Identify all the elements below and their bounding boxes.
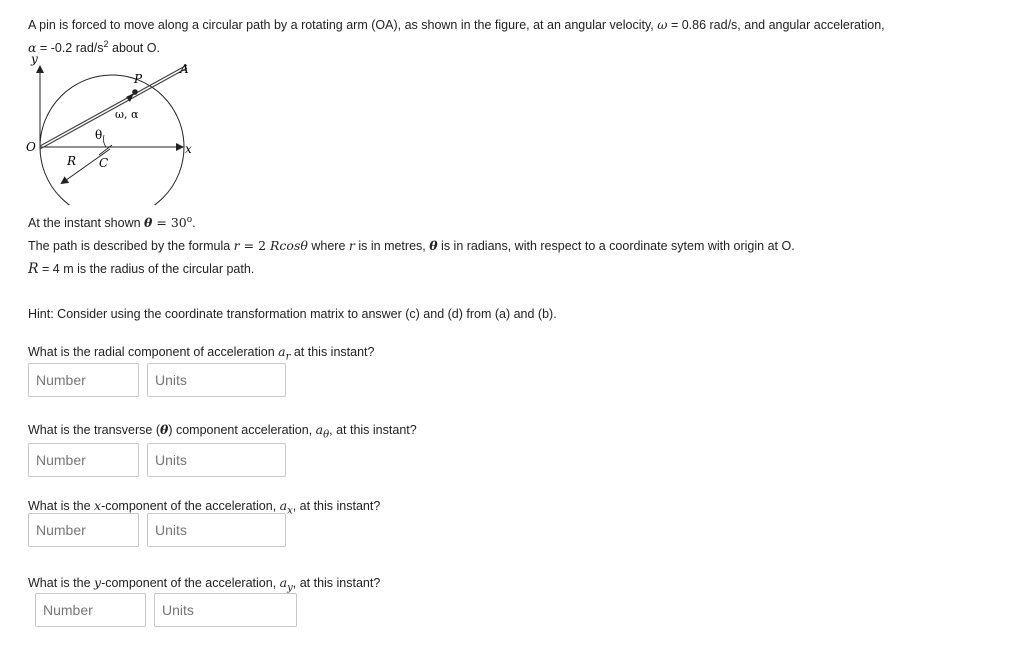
figure-label-a: A xyxy=(180,62,189,76)
question-y-component xyxy=(28,575,380,594)
omega-value: = 0.86 rad/s, and angular acceleration, xyxy=(667,18,885,32)
theta-angle-arc xyxy=(103,135,106,147)
question-transverse-symbol: a xyxy=(315,422,324,437)
problem-statement xyxy=(28,15,1008,58)
alpha-tail: about O. xyxy=(108,41,160,56)
path-r-symbol: r xyxy=(233,238,240,253)
alpha-value: = -0.2 rad/s xyxy=(36,41,104,56)
path-r2-symbol: r xyxy=(348,238,355,253)
radial-units-input[interactable] xyxy=(147,363,286,397)
question-radial-tail: at this instant? xyxy=(290,345,375,359)
alpha-exponent: 2 xyxy=(103,39,109,49)
question-y-symbol: a xyxy=(279,575,288,590)
x-units-input[interactable] xyxy=(147,513,286,547)
question-transverse-tail: , at this instant? xyxy=(329,423,417,437)
path-theta-symbol: θ xyxy=(429,238,438,253)
question-y-subscript: y xyxy=(287,582,293,594)
theta-value: 30 xyxy=(170,215,187,231)
y-number-input[interactable] xyxy=(35,593,146,627)
rotating-arm-oa xyxy=(40,65,187,146)
transverse-units-input[interactable] xyxy=(147,443,286,477)
radius-statement xyxy=(28,261,254,277)
figure-label-c: C xyxy=(99,156,109,170)
question-x-mid: -component of the acceleration, xyxy=(101,499,280,513)
hint-text: Hint: Consider using the coordinate transformation matrix to answer (c) and (d) from (a) and (b). xyxy=(28,307,557,321)
question-x-tail: , at this instant? xyxy=(292,499,381,513)
question-y-var: y xyxy=(94,575,102,590)
question-x-text: What is the xyxy=(28,499,94,513)
question-radial xyxy=(28,344,374,363)
path-statement xyxy=(28,238,795,253)
radius-symbol: R xyxy=(28,261,39,277)
figure-label-omega-alpha: ω, α xyxy=(115,108,139,121)
instant-text: At the instant shown xyxy=(28,216,145,231)
path-mid: where xyxy=(307,239,349,253)
question-transverse-subscript: θ xyxy=(323,429,330,441)
theta-symbol: θ xyxy=(144,215,153,231)
figure-label-o: O xyxy=(26,140,36,154)
question-y-tail: , at this instant? xyxy=(292,576,381,590)
question-x-symbol: a xyxy=(279,498,288,513)
alpha-symbol: α xyxy=(28,40,37,56)
x-number-input[interactable] xyxy=(28,513,139,547)
circular-path-figure xyxy=(22,55,222,205)
question-y-mid: -component of the acceleration, xyxy=(101,576,280,590)
question-x-var: x xyxy=(94,498,102,513)
radius-text: = 4 m is the radius of the circular path. xyxy=(38,262,255,276)
question-transverse-mid: ) component acceleration, xyxy=(168,423,316,437)
rotating-arm-oa-edge xyxy=(40,68,187,149)
path-text: The path is described by the formula xyxy=(28,239,234,253)
question-radial-symbol: a xyxy=(278,344,286,359)
question-y-text: What is the xyxy=(28,576,94,590)
radial-number-input[interactable] xyxy=(28,363,139,397)
instant-end: . xyxy=(192,216,196,231)
figure-label-y: y xyxy=(31,55,38,66)
question-transverse-text: What is the transverse ( xyxy=(28,423,160,437)
path-mid2: is in metres, xyxy=(354,239,430,253)
problem-line1: A pin is forced to move along a circular path by a rotating arm (OA), as shown in the figure, at an angular velocity, xyxy=(28,18,654,32)
answer-row-y xyxy=(35,593,297,627)
answer-row-x xyxy=(28,513,286,547)
path-tail: is in radians, with respect to a coordinate sytem with origin at O. xyxy=(437,239,795,253)
y-units-input[interactable] xyxy=(154,593,297,627)
question-x-subscript: x xyxy=(287,505,293,517)
figure-label-x: x xyxy=(185,142,192,156)
answer-row-transverse xyxy=(28,443,286,477)
question-transverse-theta: θ xyxy=(160,422,169,437)
omega-symbol: ω xyxy=(657,17,668,32)
figure-label-p: P xyxy=(134,72,143,86)
path-equals: = 2 xyxy=(239,238,271,253)
figure-label-r: R xyxy=(67,154,77,168)
answer-row-radial xyxy=(28,363,286,397)
question-transverse xyxy=(28,422,417,441)
path-formula: Rcosθ xyxy=(270,238,308,253)
question-radial-text: What is the radial component of acceleration xyxy=(28,345,279,359)
figure-label-theta: θ xyxy=(95,128,103,142)
theta-degree: o xyxy=(186,215,193,225)
instant-statement xyxy=(28,215,196,230)
question-radial-subscript: r xyxy=(285,351,291,363)
instant-equals: = xyxy=(152,215,171,231)
transverse-number-input[interactable] xyxy=(28,443,139,477)
circular-path xyxy=(40,75,184,205)
